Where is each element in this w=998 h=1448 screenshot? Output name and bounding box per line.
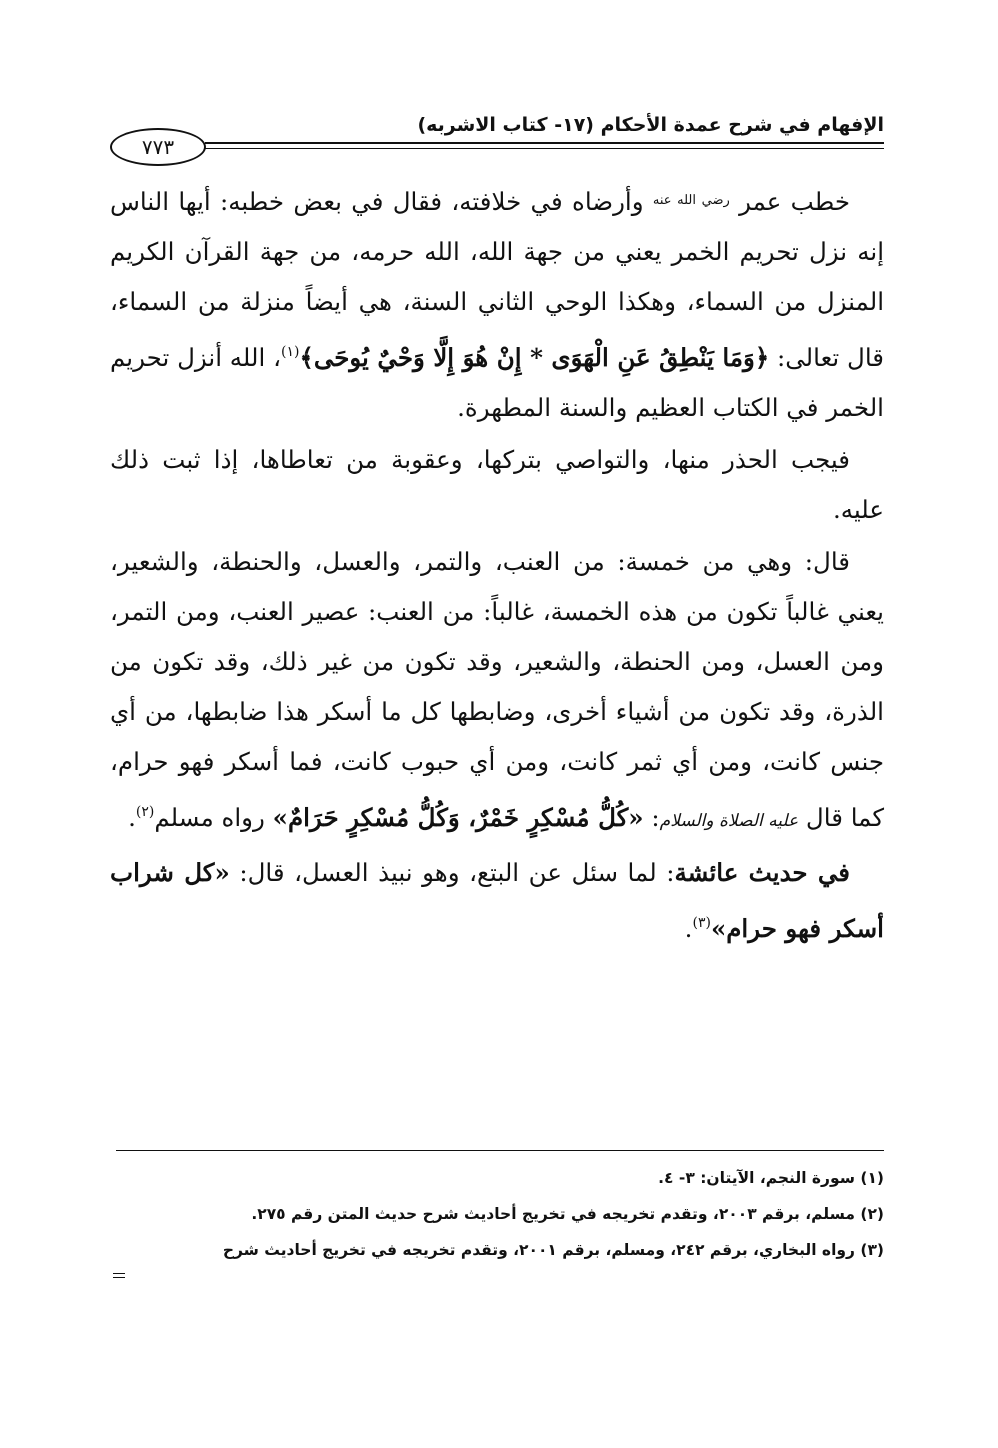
paragraph-1 [110, 176, 884, 433]
text-run: رواه مسلم [154, 803, 273, 832]
text-run: : [643, 803, 660, 832]
section-lead: في حديث عائشة [674, 858, 851, 887]
footnote-ref-1: (١) [281, 344, 300, 360]
paragraph-3 [110, 537, 884, 846]
footnote-ref-3: (٣) [692, 915, 711, 931]
continuation-mark [113, 1273, 125, 1278]
text-run: وأرضاه في خلافته، فقال في بعض خطبه: أيها الناس إنه نزل تحريم الخمر يعني من جهة الله، الله حرمه، من جهة القرآن الكريم المنزل من السماء، وهكذا الوحي الثاني السنة، هي أيضاً منزلة من السماء، قال تعالى: [110, 187, 884, 372]
header-rule [205, 142, 884, 144]
footnote-1: (١) سورة النجم، الآيتان: ٣- ٤. [658, 1169, 884, 1187]
page-number: ٧٧٣ [110, 128, 206, 166]
text-run: . [684, 914, 693, 943]
footnotes [110, 1160, 884, 1268]
header-title: الإفهام في شرح عمدة الأحكام (١٧- كتاب الاشربه) [417, 114, 884, 136]
hadith-quote: «كُلُّ مُسْكِرٍ خَمْرٌ، وَكُلُّ مُسْكِرٍ حَرَامٌ» [272, 803, 644, 832]
honorific-mark: رضي الله عنه [652, 193, 730, 208]
footnote-2: (٢) مسلم، برقم ٢٠٠٣، وتقدم تخريجه في تخريج أحاديث شرح حديث المتن رقم ٢٧٥. [251, 1205, 884, 1223]
text-run: . [128, 803, 136, 832]
text-run: ، الله أنزل تحريم الخمر في الكتاب العظيم والسنة المطهرة. [110, 343, 884, 422]
main-text [110, 176, 884, 956]
footnote-3: (٣) رواه البخاري، برقم ٢٤٢، ومسلم، برقم ٢٠٠١، وتقدم تخريجه في تخريج أحاديث شرح [222, 1241, 884, 1259]
hadith-quote: «كل شراب أسكر فهو حرام» [110, 858, 884, 943]
header-rule-thin [205, 148, 884, 149]
salutation: عليه الصلاة والسلام [659, 811, 799, 831]
text-run: قال: وهي من خمسة: من العنب، والتمر، والعسل، والحنطة، والشعير، يعني غالباً تكون من هذه الخمسة، غالباً: من العنب: عصير العنب، ومن التمر، ومن العسل، ومن الحنطة، والشعير، وقد تكون من غير ذلك، وقد تكون من الذرة، وقد تكون من أشياء أخرى، وضابطها كل ما أسكر هذا ضابطها، من أي جنس كانت، ومن أي ثمر كانت، ومن أي حبوب كانت، فما أسكر فهو حرام، كما قال [110, 547, 884, 832]
footnote-separator [116, 1150, 884, 1151]
text-run: خطب عمر [739, 187, 850, 216]
paragraph-2: فيجب الحذر منها، والتواصي بتركها، وعقوبة من تعاطاها، إذا ثبت ذلك عليه. [110, 445, 884, 524]
paragraph-4 [110, 848, 884, 954]
quran-verse: ﴿وَمَا يَنْطِقُ عَنِ الْهَوَى * إِنْ هُوَ إِلَّا وَحْيٌ يُوحَى﴾ [299, 343, 770, 372]
footnote-ref-2: (٢) [135, 804, 155, 820]
running-header [110, 108, 884, 168]
text-run: : لما سئل عن البتع، وهو نبيذ العسل، قال: [229, 858, 675, 887]
